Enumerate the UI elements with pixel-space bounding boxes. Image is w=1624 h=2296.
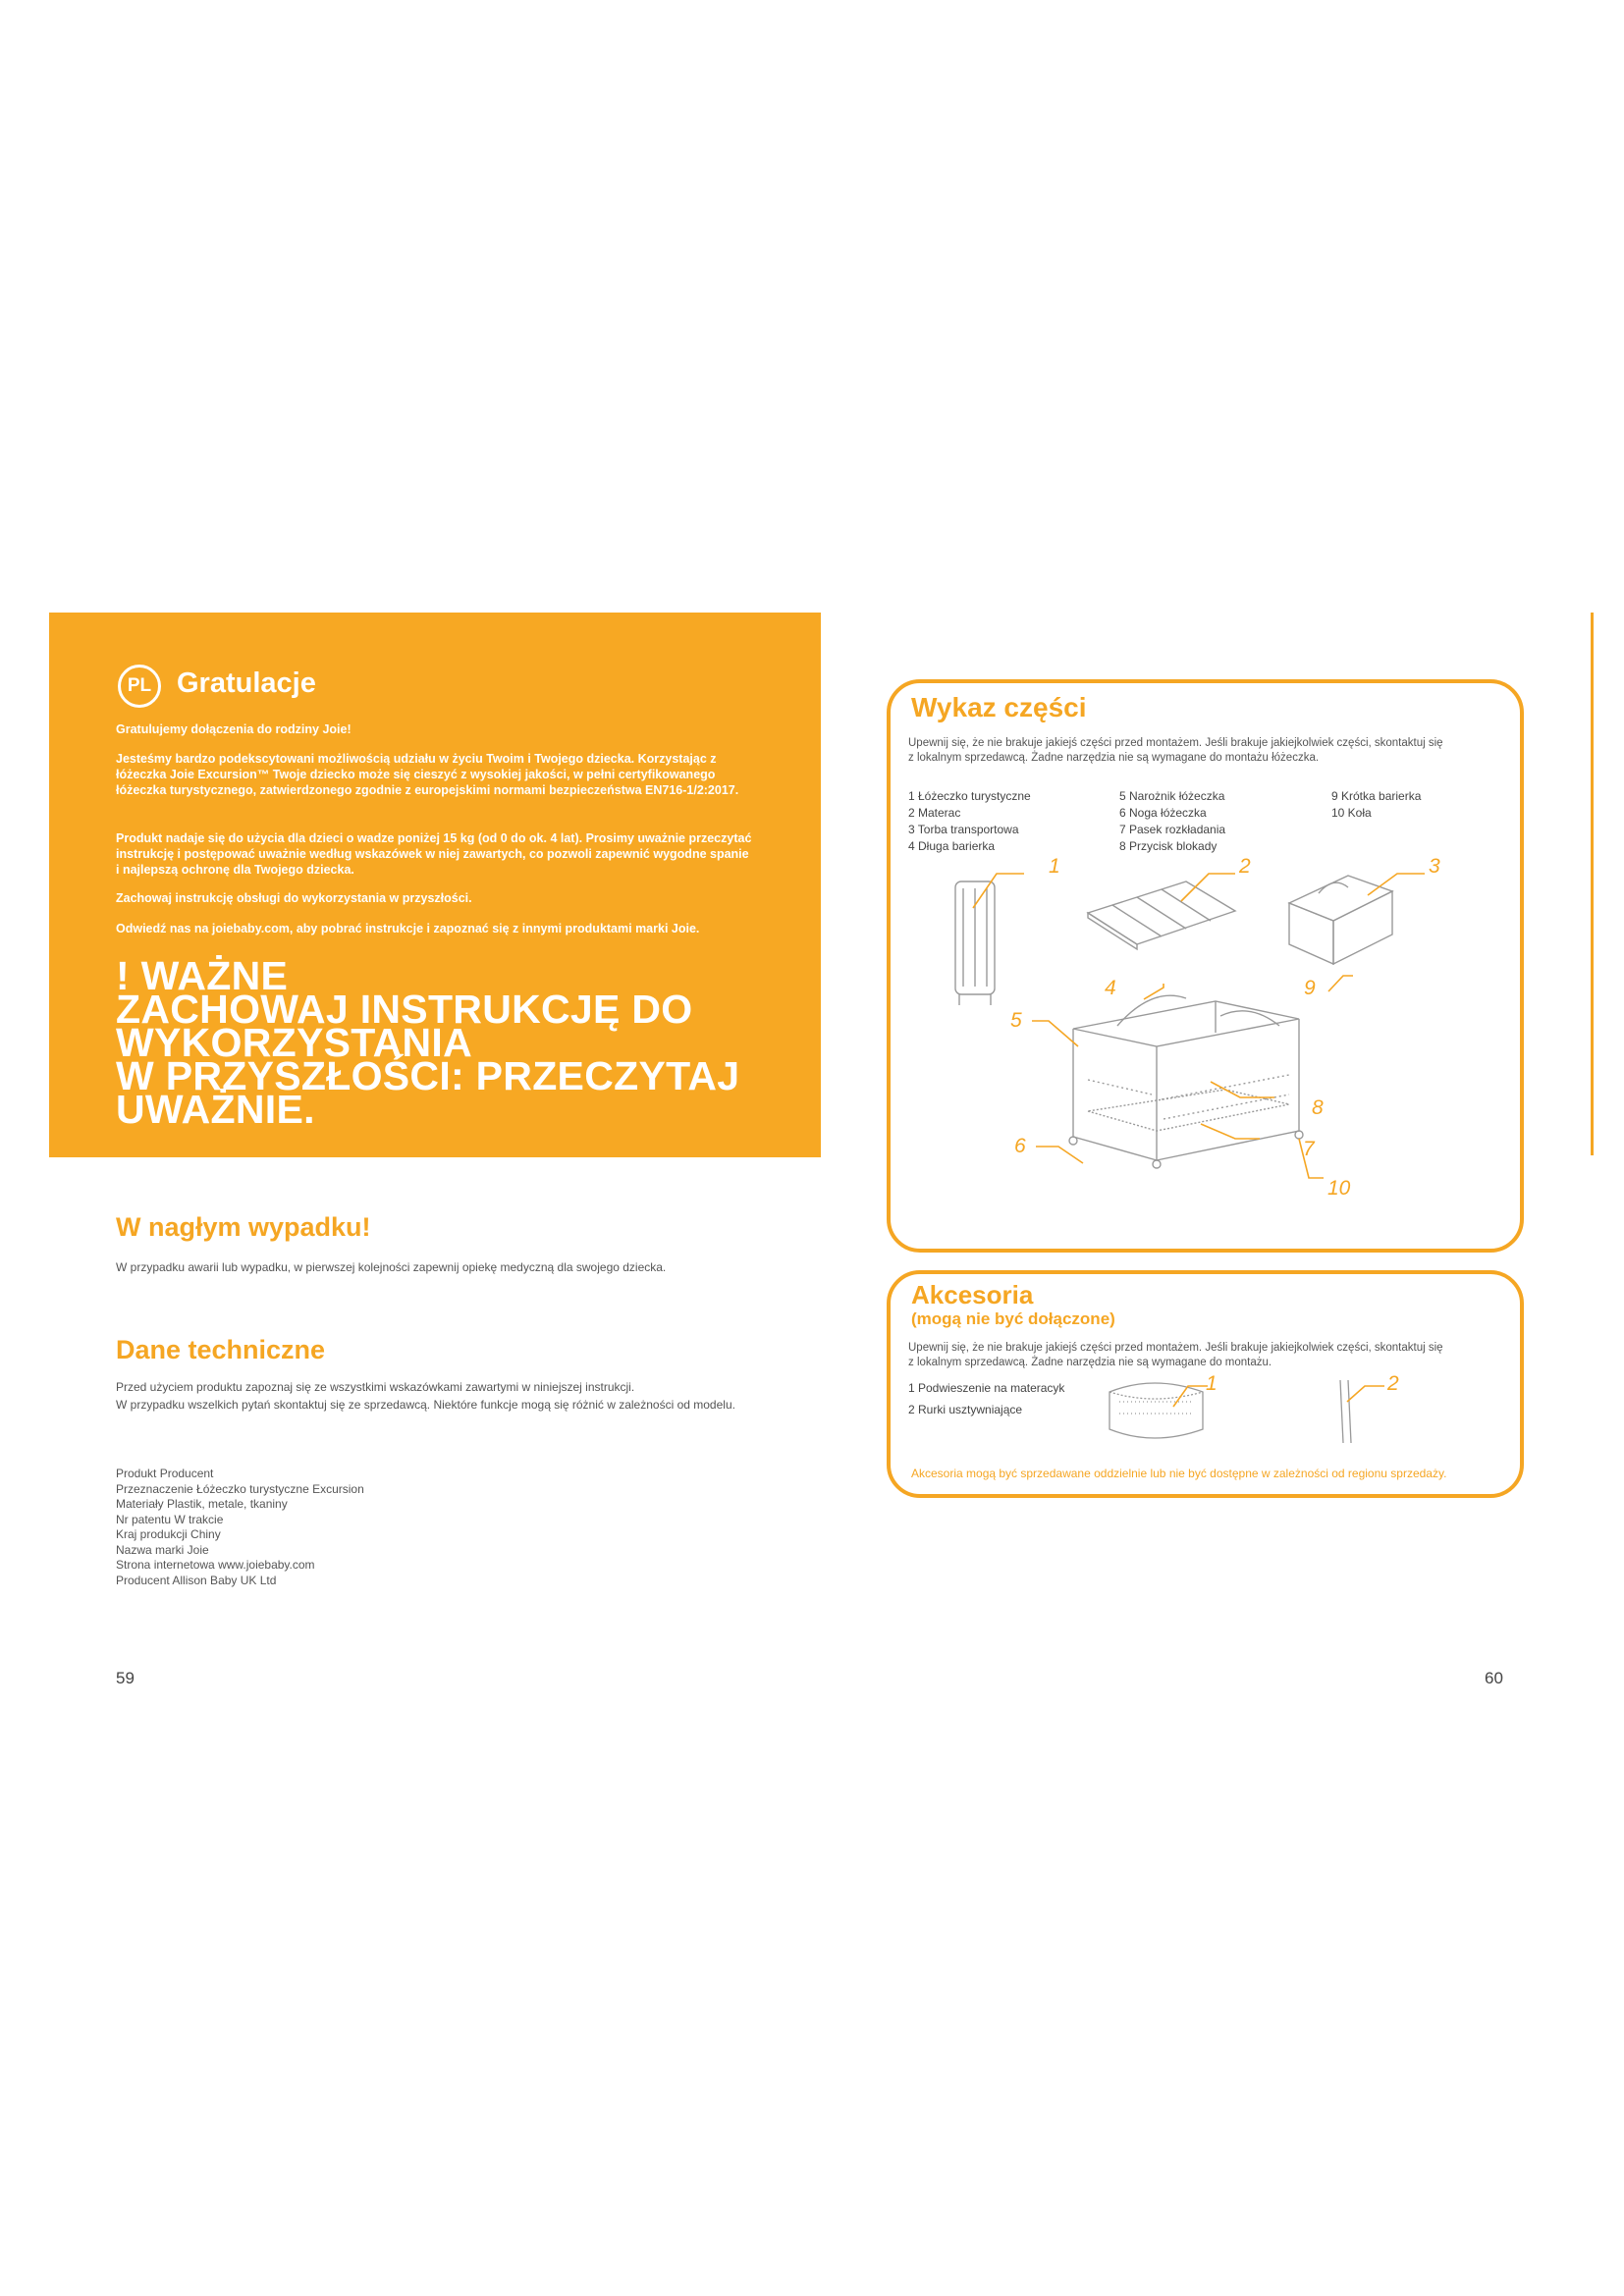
tech-text-2: W przypadku wszelkich pytań skontaktuj się ze sprzedawcą. Niektóre funkcje mogą się różnić w zależności od modelu.: [116, 1398, 735, 1412]
important-line-4: W PRZYSZŁOŚCI: PRZECZYTAJ: [116, 1053, 740, 1098]
accessories-subtitle: (mogą nie być dołączone): [911, 1309, 1115, 1328]
tech-row: Produkt Producent: [116, 1467, 214, 1480]
part-item: 2 Materac: [908, 806, 961, 820]
intro-paragraph-2: Jesteśmy bardzo podekscytowani możliwością udziału w życiu Twoim i Twojego dziecka. Korzystając z łóżeczka Joie Excursion™ Twoje dziecko może się cieszyć z wysokiej jakości, w pełni certyfikowanego łóżeczka turystycznego, zatwierdzonego zgodnie z europejskimi normami bezpieczeństwa EN716-1/2:2017.: [116, 752, 739, 797]
accessories-list: [908, 1377, 1064, 1420]
callout-10: 10: [1327, 1177, 1351, 1200]
parts-intro-1: Upewnij się, że nie brakuje jakiejś części przed montażem. Jeśli brakuje jakiejkolwiek części, skontaktuj się: [908, 737, 1443, 749]
callout-8: 8: [1312, 1096, 1324, 1119]
language-badge: PL: [118, 665, 161, 708]
intro-paragraph-3: Produkt nadaje się do użycia dla dzieci o wadze poniżej 15 kg (od 0 do ok. 4 lat). Prosimy uważnie przeczytać instrukcję i postępować uważnie według wskazówek w niej zawartych, co pozwoli zapewnić wygodne spanie i najlepszą ochronę dla Twojego dziecka.: [116, 831, 752, 877]
tech-specs: [116, 1467, 364, 1588]
intro-paragraph-5: Odwiedź nas na joiebaby.com, aby pobrać instrukcje i zapoznać się z innymi produktami marki Joie.: [116, 922, 700, 935]
important-line-3: WYKORZYSTANIA: [116, 1020, 473, 1065]
tech-row: Nr patentu W trakcie: [116, 1512, 224, 1526]
callout-2: 2: [1239, 855, 1251, 878]
part-item: 5 Narożnik łóżeczka: [1119, 789, 1225, 803]
parts-illustration: [887, 854, 1524, 1247]
accessories-illustration: [1090, 1372, 1434, 1451]
part-item: 3 Torba transportowa: [908, 823, 1019, 836]
important-line-5: UWAŻNIE.: [116, 1087, 315, 1132]
accessory-item: 2 Rurki usztywniające: [908, 1403, 1023, 1416]
intro-title: Gratulacje: [177, 667, 316, 699]
part-item: 4 Długa barierka: [908, 839, 996, 853]
intro-paragraph-4: Zachowaj instrukcję obsługi do wykorzystania w przyszłości.: [116, 891, 472, 905]
callout-7: 7: [1303, 1138, 1315, 1160]
accessory-callout-2: 2: [1387, 1372, 1399, 1395]
accessories-heading: Akcesoria: [911, 1280, 1034, 1309]
accessory-callout-1: 1: [1206, 1372, 1218, 1395]
callout-3: 3: [1429, 855, 1440, 878]
parts-list-col-2: [1119, 788, 1225, 855]
important-line-2: ZACHOWAJ INSTRUKCJĘ DO: [116, 987, 693, 1032]
page-edge-marker: [1591, 613, 1594, 1155]
tech-row: Strona internetowa www.joiebaby.com: [116, 1558, 315, 1572]
accessories-intro-1: Upewnij się, że nie brakuje jakiejś części przed montażem. Jeśli brakuje jakiejkolwiek części, skontaktuj się: [908, 1342, 1443, 1354]
tech-heading: Dane techniczne: [116, 1335, 326, 1364]
folded-crib-drawing: [955, 881, 995, 1005]
intro-paragraph-1: Gratulujemy dołączenia do rodziny Joie!: [116, 722, 352, 736]
accessories-note: Akcesoria mogą być sprzedawane oddzielnie lub nie być dostępne w zależności od regionu sprzedaży.: [911, 1467, 1447, 1480]
part-item: 6 Noga łóżeczka: [1119, 806, 1207, 820]
accident-heading: W nagłym wypadku!: [116, 1212, 371, 1242]
travel-cot-drawing: [1069, 995, 1303, 1168]
important-warning: [116, 953, 803, 1132]
part-item: 9 Krótka barierka: [1331, 789, 1422, 803]
tech-row: Producent Allison Baby UK Ltd: [116, 1573, 277, 1587]
callout-6: 6: [1014, 1135, 1026, 1157]
tech-row: Nazwa marki Joie: [116, 1542, 209, 1557]
callout-5: 5: [1010, 1009, 1022, 1032]
parts-list-col-3: [1331, 788, 1421, 822]
tech-row: Kraj produkcji Chiny: [116, 1527, 221, 1541]
tech-text-1: Przed użyciem produktu zapoznaj się ze wszystkimi wskazówkami zawartymi w niniejszej instrukcji.: [116, 1380, 635, 1394]
stiffening-tubes-drawing: [1340, 1380, 1351, 1443]
callout-9: 9: [1304, 977, 1316, 999]
part-item: 1 Łóżeczko turystyczne: [908, 789, 1031, 803]
parts-intro-2: z lokalnym sprzedawcą. Żadne narzędzia nie są wymagane do montażu łóżeczka.: [908, 752, 1320, 764]
accident-text: W przypadku awarii lub wypadku, w pierwszej kolejności zapewnij opiekę medyczną dla swojego dziecka.: [116, 1260, 667, 1274]
page-number-right: 60: [1485, 1669, 1503, 1687]
part-item: 8 Przycisk blokady: [1119, 839, 1218, 853]
mattress-drawing: [1088, 881, 1235, 949]
parts-list-col-1: [908, 788, 1031, 855]
tech-row: Przeznaczenie Łóżeczko turystyczne Excursion: [116, 1481, 364, 1496]
part-item: 10 Koła: [1331, 806, 1372, 820]
accessory-item: 1 Podwieszenie na materacyk: [908, 1381, 1065, 1395]
callout-1: 1: [1049, 855, 1060, 878]
part-item: 7 Pasek rozkładania: [1119, 823, 1226, 836]
page-number-left: 59: [116, 1669, 135, 1687]
bassinet-drawing: [1110, 1383, 1203, 1438]
important-line-1: ! WAŻNE: [116, 953, 289, 998]
callout-4: 4: [1105, 977, 1116, 999]
parts-heading: Wykaz części: [911, 692, 1087, 722]
tech-row: Materiały Plastik, metale, tkaniny: [116, 1497, 288, 1511]
accessories-intro-2: z lokalnym sprzedawcą. Żadne narzędzia nie są wymagane do montażu.: [908, 1357, 1272, 1368]
